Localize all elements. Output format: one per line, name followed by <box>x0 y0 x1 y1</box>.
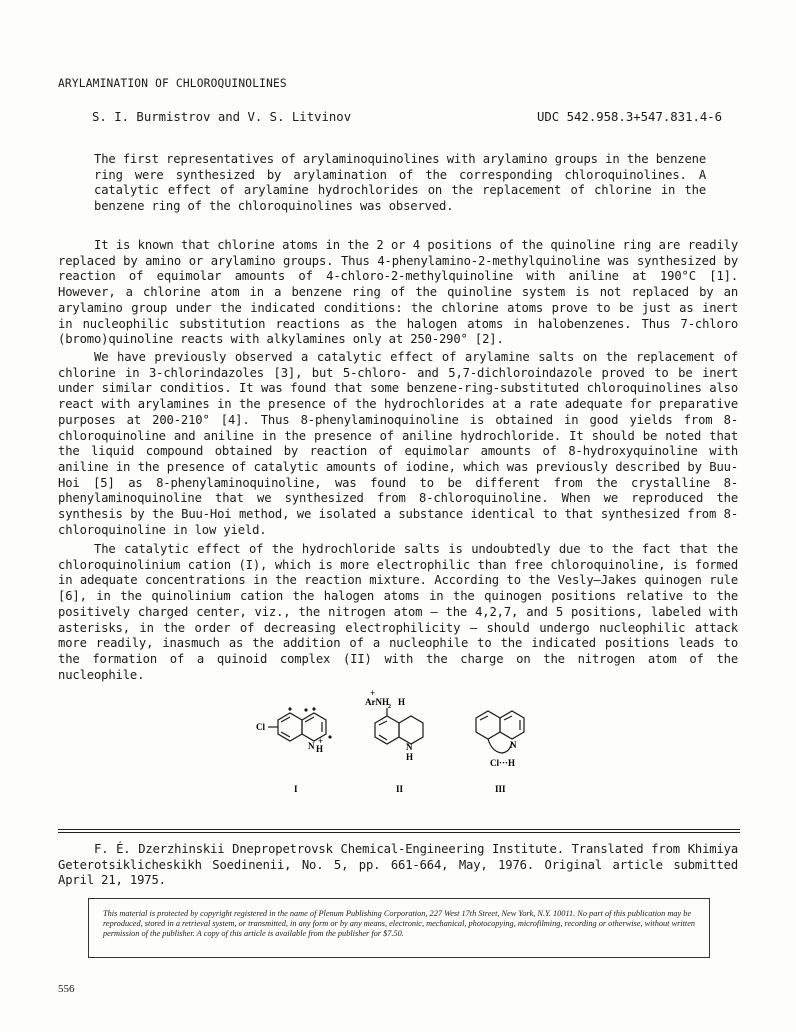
structure-II-n-text: N <box>406 742 413 752</box>
authors: S. I. Burmistrov and V. S. Litvinov <box>92 110 352 124</box>
structure-II-pyridine-ring <box>399 716 423 744</box>
structure-III-n-text: N <box>510 740 517 750</box>
udc-code: UDC 542.958.3+547.831.4-6 <box>537 110 723 124</box>
footer-divider-second <box>58 832 740 833</box>
article-title: ARYLAMINATION OF CHLOROQUINOLINES <box>58 77 287 90</box>
body-paragraph-3: The catalytic effect of the hydrochloride salts is undoubtedly due to the fact that the chloroquinolinium cation (I), which is more electrophilic than free chloroquinoline, is formed in adequate concentrations in the reaction mixture. According to the Vesly—Jakes quinogen rule [6], in the quinolinium cation the halogen atoms in the quinogen positions relative to the positively charged center, viz., the nitrogen atom — the 4,2,7, and 5 positions, labeled with asterisks, in the order of decreasing electrophilicity — should undergo nucleophilic attack more readily, inasmuch as the addition of a nucleophile to the indicated positions leads to the formation of a quinoid complex (II) with the charge on the nitrogen atom of the nucleophile. <box>58 542 738 682</box>
structure-II <box>375 708 423 744</box>
structure-I-n-text: N <box>308 741 315 751</box>
structure-III-bridge <box>488 739 512 753</box>
structure-I-plus-sign: + <box>318 736 324 746</box>
footer-divider <box>58 829 740 830</box>
copyright-notice-box <box>88 898 710 958</box>
structure-II-h-text: H <box>398 697 406 707</box>
body-paragraph-1: It is known that chlorine atoms in the 2 or 4 positions of the quinoline ring are readily replaced by amino or arylamino groups. Thus 4-phenylamino-2-methylquinoline was synthesized by reaction of equimolar amounts of 4-chloro-2-methylquinoline with aniline at 190°C [1]. However, a chlorine atom in a benzene ring of the quinoline system is not replaced by an arylamino group under the indicated conditions: the chlorine atoms prove to be just as inert in nucleophilic substitution reactions as the halogen atoms in halobenzenes. Thus 7-chloro (bromo)quinoline reacts with alkylamines only at 250-290° [2]. <box>58 238 738 347</box>
structure-I-label: I <box>294 784 298 794</box>
structure-II-label: II <box>396 784 404 794</box>
structure-III-clh-text: Cl···H <box>490 758 516 768</box>
structure-II-nh-text: H <box>406 752 414 762</box>
structure-I-cl-text: Cl <box>256 722 265 732</box>
structure-III-benzene-ring <box>476 711 500 739</box>
structure-II-subscript: 2 <box>388 704 391 710</box>
structure-I-h-text: H <box>316 744 324 754</box>
structure-III-label: III <box>495 784 506 794</box>
affiliation-note: F. É. Dzerzhinskii Dnepropetrovsk Chemical-Engineering Institute. Translated from Khimiya Geterotsiklicheskikh Soedinenii, No. 5, pp. 661-664, May, 1976. Original article submitted April 21, 1975. <box>58 842 738 888</box>
structure-III <box>476 711 524 753</box>
chemical-structures-figure <box>240 690 540 800</box>
body-paragraph-2: We have previously observed a catalytic effect of arylamine salts on the replacement of chlorine in 3-chlorindazoles [3], but 5-chloro- and 5,7-dichloroindazole proved to be inert under similar conditios. It was found that some benzene-ring-substituted chloroquinolines also react with arylamines in the presence of the hydrochlorides at a rate adequate for preparative purposes at 200-210° [4]. Thus 8-phenylaminoquinoline is obtained in good yields from 8-chloroquinoline and aniline in the presence of aniline hydrochloride. It should be noted that the liquid compound obtained by reaction of equimolar amounts of 8-hydroxyquinoline with aniline in the presence of catalytic amounts of iodine, which was previously described by Buu-Hoi [5] as 8-phenylaminoquinoline, was found to be different from the crystalline 8-phenylaminoquinoline that we synthesized from 8-chloroquinoline. When we reproduced the synthesis by the Buu-Hoi method, we isolated a substance identical to that synthesized from 8-chloroquinoline in low yield. <box>58 350 738 537</box>
structure-II-arnh-text: ArNH <box>365 697 389 707</box>
copyright-notice: This material is protected by copyright registered in the name of Plenum Publishing Corporation, 227 West 17th Street, New York, N.Y. 10011. No part of this publication may be reproduced, stored in a retrieval system, or transmitted, in any form or by any means, electronic, mechanical, photocopying, microfilming, recording or otherwise, without written permission of the publisher. A copy of this article is available from the publisher for $7.50. <box>103 909 696 939</box>
page-number: 556 <box>58 983 75 995</box>
structure-II-plus-sign: + <box>370 690 376 698</box>
abstract: The first representatives of arylaminoquinolines with arylamino groups in the benzene ring were synthesized by arylamination of the corresponding chloroquinolines. A catalytic effect of arylamine hydrochlorides on the replacement of chlorine in the benzene ring of the chloroquinolines was observed. <box>94 152 706 214</box>
